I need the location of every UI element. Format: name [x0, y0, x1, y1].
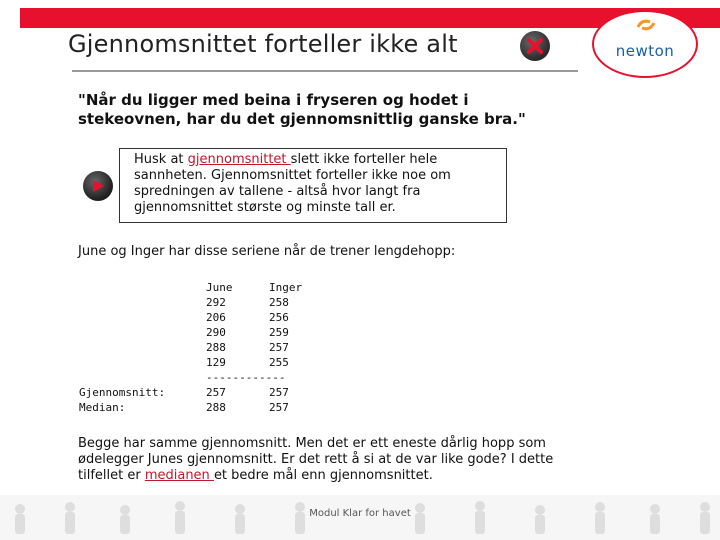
conclusion-text [78, 436, 568, 484]
play-icon [91, 179, 105, 193]
table-cell: 259 [269, 326, 289, 339]
table-cell: 255 [269, 356, 289, 369]
table-cell: 290 [206, 326, 226, 339]
summary-label: Median: [79, 401, 126, 414]
table-cell: 206 [206, 311, 226, 324]
intro-text: June og Inger har disse seriene når de trener lengdehopp: [78, 244, 456, 259]
table-cell: 292 [206, 296, 226, 309]
info-box [119, 148, 507, 223]
summary-value: 288 [206, 401, 226, 414]
table-cell: 288 [206, 341, 226, 354]
logo-text: newton [615, 42, 675, 60]
title-divider [72, 70, 578, 72]
summary-label: Gjennomsnitt: [79, 386, 166, 399]
conclusion-prefix: Begge har samme gjennomsnitt. Men det er ett eneste dårlig hopp som ødelegger Junes gjennomsnitt. Er det rett å si at de var like gode? I dette tilfellet er [78, 436, 554, 483]
newton-logo [592, 10, 698, 78]
footer-text: Modul Klar for havet [309, 508, 411, 519]
summary-value: 257 [269, 401, 289, 414]
close-button[interactable] [520, 31, 550, 61]
conclusion-suffix: et bedre mål enn gjennomsnittet. [213, 468, 433, 483]
play-button[interactable] [83, 171, 113, 201]
info-text-prefix: Husk at [134, 152, 188, 167]
table-divider: ------------ [206, 371, 286, 384]
info-text-suffix: slett ikke forteller hele sannheten. Gjennomsnittet forteller ikke noe om spredningen av tallene - altså hvor langt fra gjennomsnittet største og minste tall er. [134, 152, 451, 215]
table-header-june: June [206, 281, 233, 294]
quote-text: "Når du ligger med beina i fryseren og hodet i stekeovnen, har du det gjennomsnittlig ganske bra." [78, 91, 526, 128]
table-cell: 256 [269, 311, 289, 324]
medianen-link[interactable]: medianen [144, 468, 214, 483]
logo-swirl-icon [636, 18, 656, 32]
gjennomsnittet-link[interactable]: gjennomsnittet [187, 152, 291, 167]
table-cell: 129 [206, 356, 226, 369]
summary-value: 257 [206, 386, 226, 399]
summary-value: 257 [269, 386, 289, 399]
page-title: Gjennomsnittet forteller ikke alt [68, 30, 458, 58]
table-cell: 257 [269, 341, 289, 354]
close-icon [526, 37, 544, 55]
table-cell: 258 [269, 296, 289, 309]
table-header-inger: Inger [269, 281, 303, 294]
